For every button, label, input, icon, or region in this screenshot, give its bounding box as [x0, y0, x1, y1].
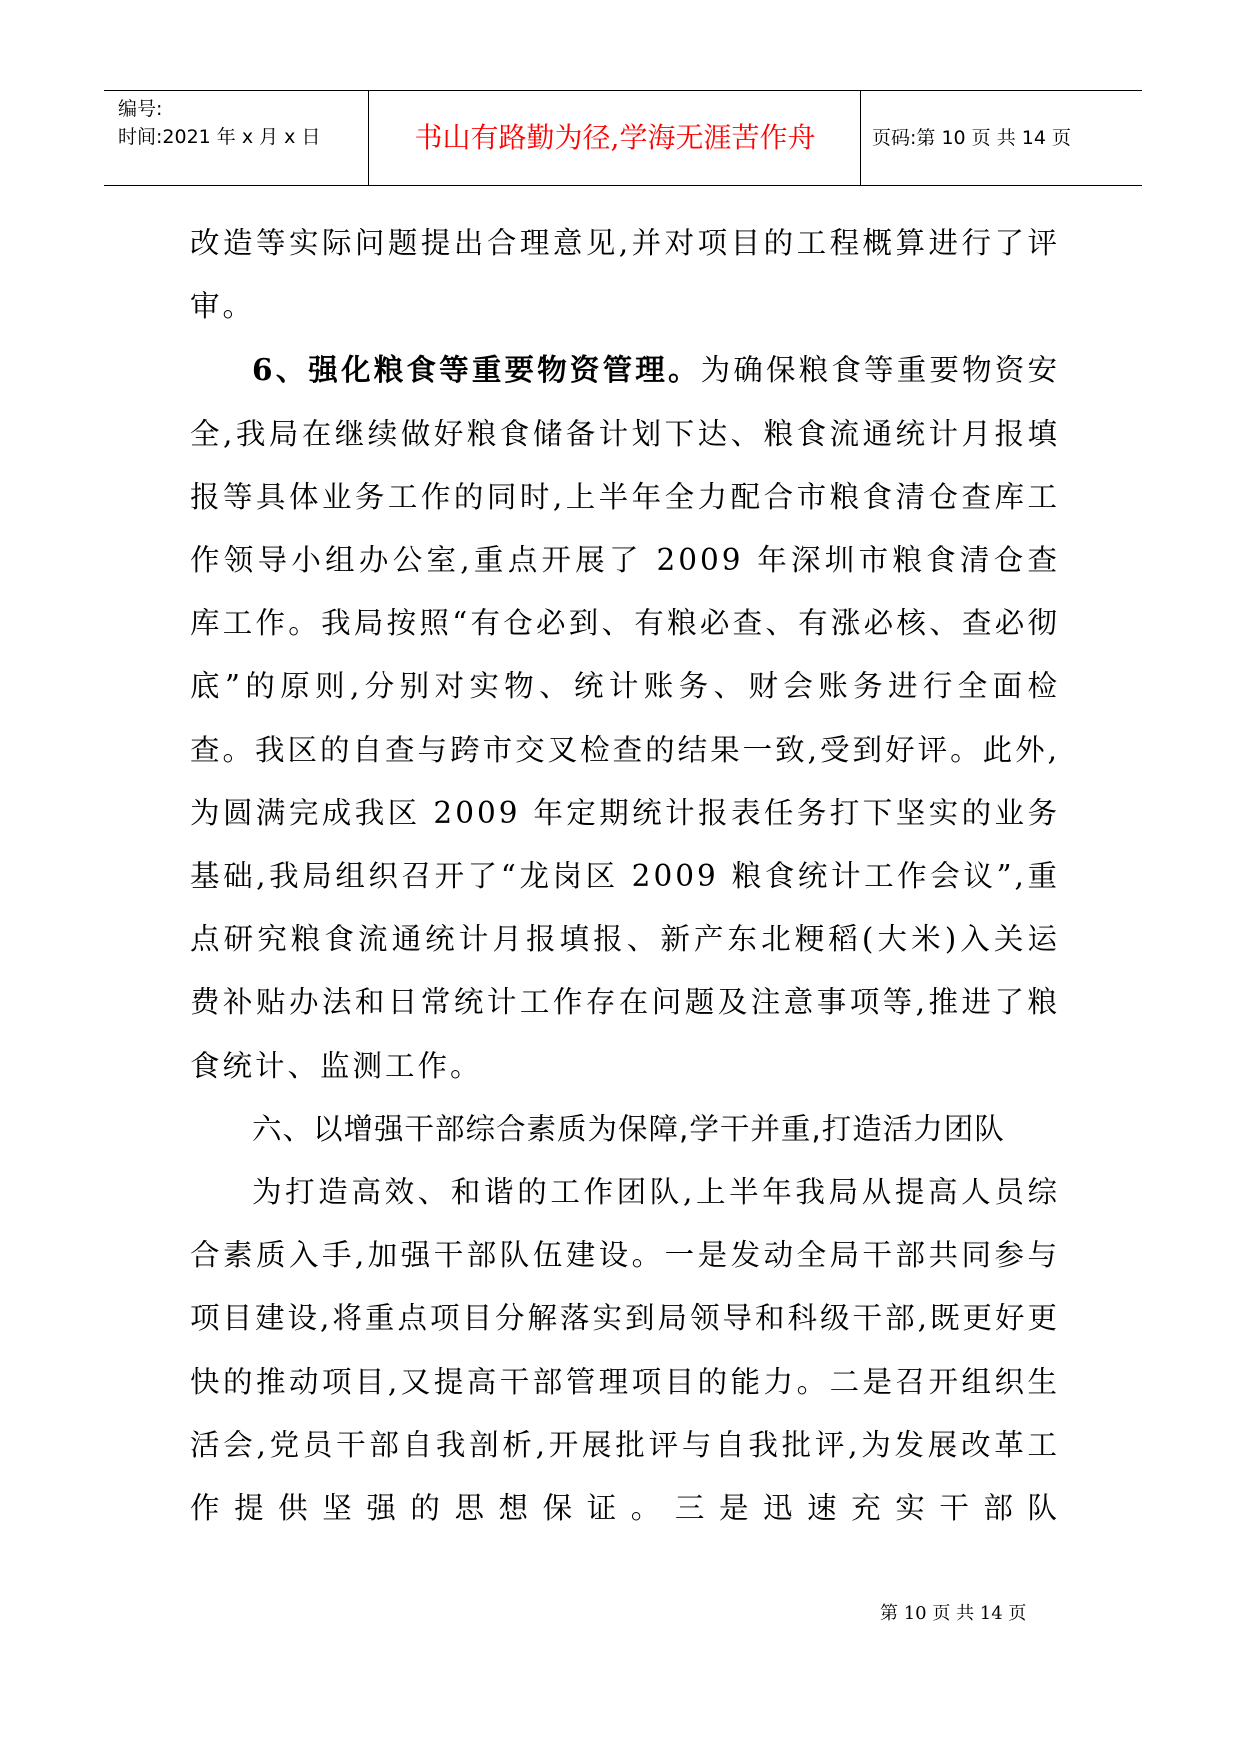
- paragraph: 改造等实际问题提出合理意见,并对项目的工程概算进行了评审。: [190, 226, 1060, 324]
- document-time-label: 时间:2021 年 x 月 x 日: [118, 126, 321, 148]
- paragraph-text: 为确保粮食等重要物资安全,我局在继续做好粮食储备计划下达、粮食流通统计月报填报等具体业务工作的同时,上半年全力配合市粮食清仓查库工作领导小组办公室,重点开展了 2009 年深圳市粮食清仓查库工作。我局按照“有仓必到、有粮必查、有涨必核、查必彻底”的原则,分别对实物、统计账务、财会账务进行全面检查。我区的自查与跨市交叉检查的结果一致,受到好评。此外,为圆满完成我区 2009 年定期统计报表任务打下坚实的业务基础,我局组织召开了“龙岗区 2009 粮食统计工作会议”,重点研究粮食流通统计月报填报、新产东北粳稻(大米)入关运费补贴办法和日常统计工作存在问题及注意事项等,推进了粮食统计、监测工作。: [190, 353, 1060, 1083]
- header-page-label: 页码:第 10 页 共 14 页: [872, 127, 1071, 149]
- paragraph: [190, 338, 1060, 1097]
- section-heading: 六、以增强干部综合素质为保障,学干并重,打造活力团队: [252, 1111, 1005, 1146]
- document-body: [190, 212, 1060, 1540]
- page-footer: 第 10 页 共 14 页: [880, 1603, 1027, 1624]
- section-subtitle: 6、强化粮食等重要物资管理。: [252, 352, 701, 388]
- header-divider: [368, 91, 369, 185]
- paragraph: 为打造高效、和谐的工作团队,上半年我局从提高人员综合素质入手,加强干部队伍建设。一是发动全局干部共同参与项目建设,将重点项目分解落实到局领导和科级干部,既更好更快的推动项目,又提高干部管理项目的能力。二是召开组织生活会,党员干部自我剖析,开展批评与自我批评,为发展改革工作提供坚强的思想保证。三是迅速充实干部队: [190, 1175, 1060, 1526]
- header-motto: 书山有路勤为径,学海无涯苦作舟: [414, 121, 816, 154]
- page-header: [104, 90, 1142, 186]
- document-number-label: 编号:: [118, 98, 163, 120]
- header-divider: [860, 91, 861, 185]
